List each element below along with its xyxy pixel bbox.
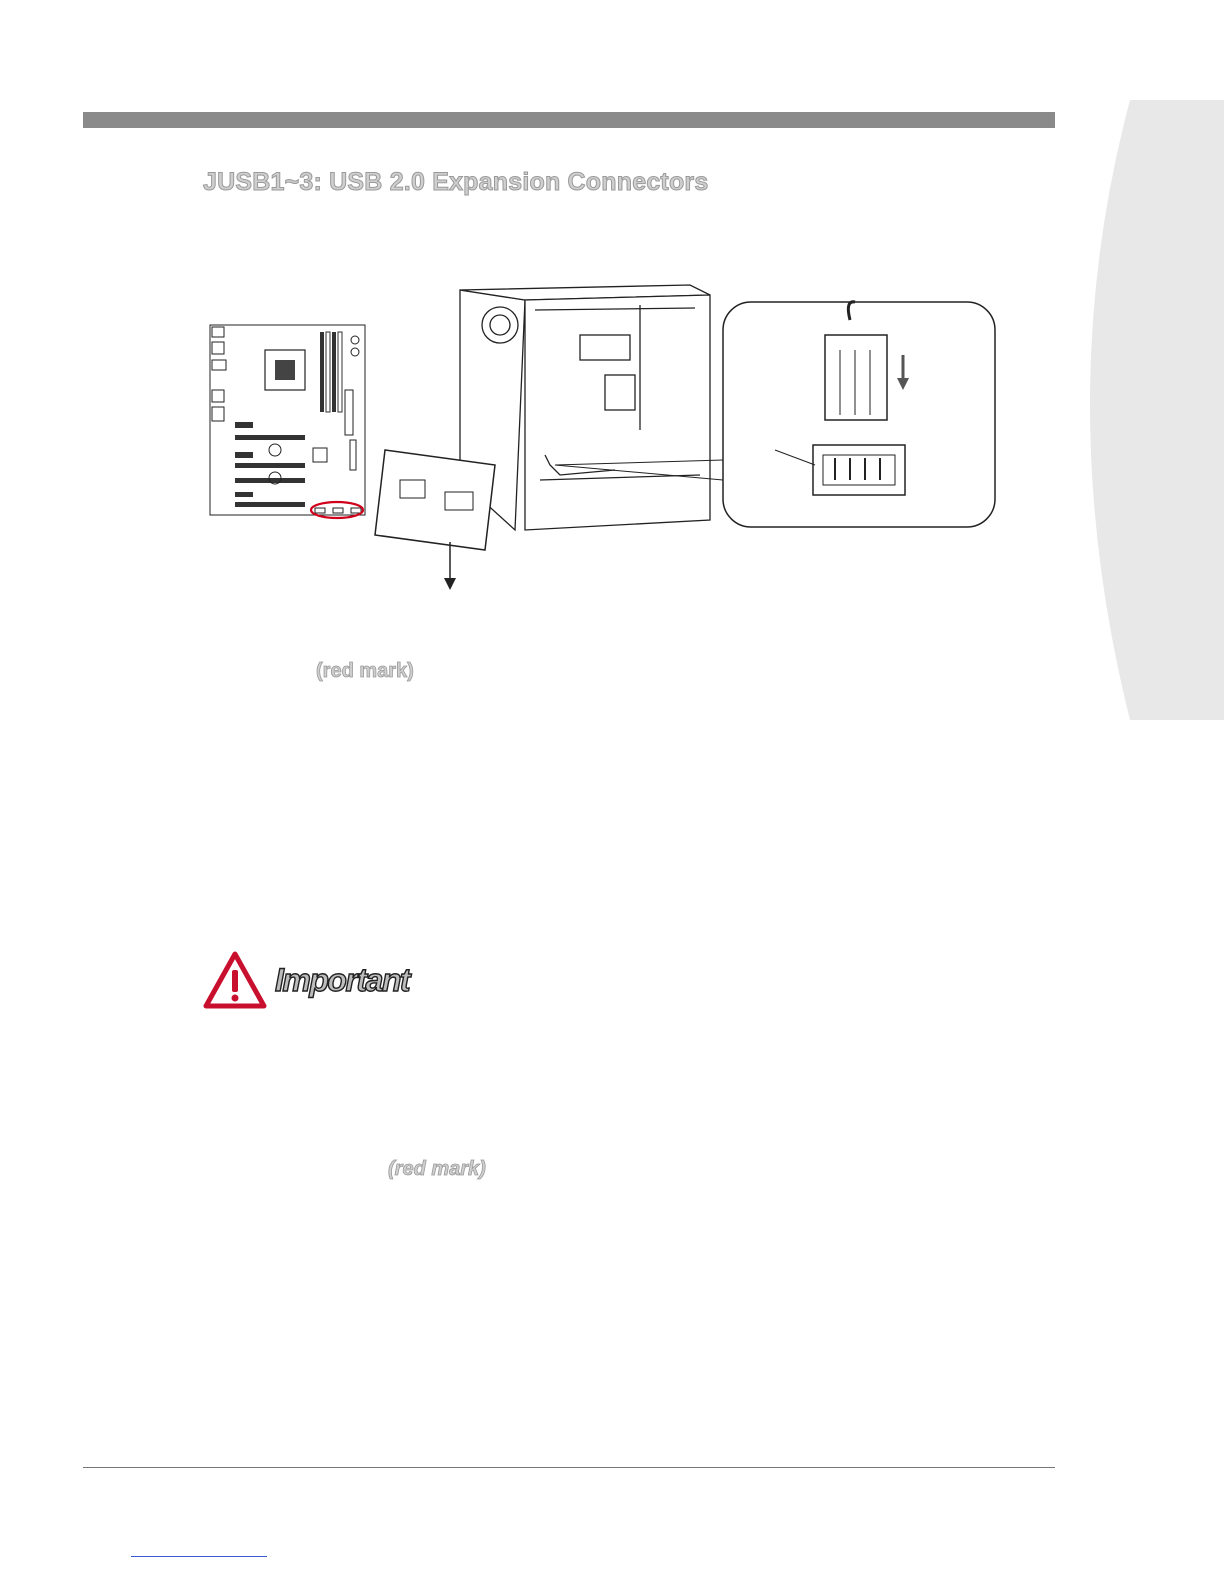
- usb-connector-figure: [195, 280, 1005, 600]
- red-mark-note: (red mark): [316, 660, 414, 682]
- important-label: Important: [275, 962, 410, 998]
- section-title: JUSB1~3: USB 2.0 Expansion Connectors: [203, 168, 709, 196]
- usb-bracket-diagram: [375, 450, 495, 550]
- warning-triangle-icon: [202, 950, 268, 1010]
- motherboard-diagram: [210, 325, 365, 518]
- footer-link-underline[interactable]: [131, 1556, 267, 1557]
- header-bar: [83, 112, 1055, 128]
- side-tab: [1040, 100, 1224, 720]
- important-red-mark-note: (red mark): [388, 1158, 486, 1180]
- pc-case-diagram: [460, 285, 710, 530]
- footer-divider: [83, 1467, 1055, 1468]
